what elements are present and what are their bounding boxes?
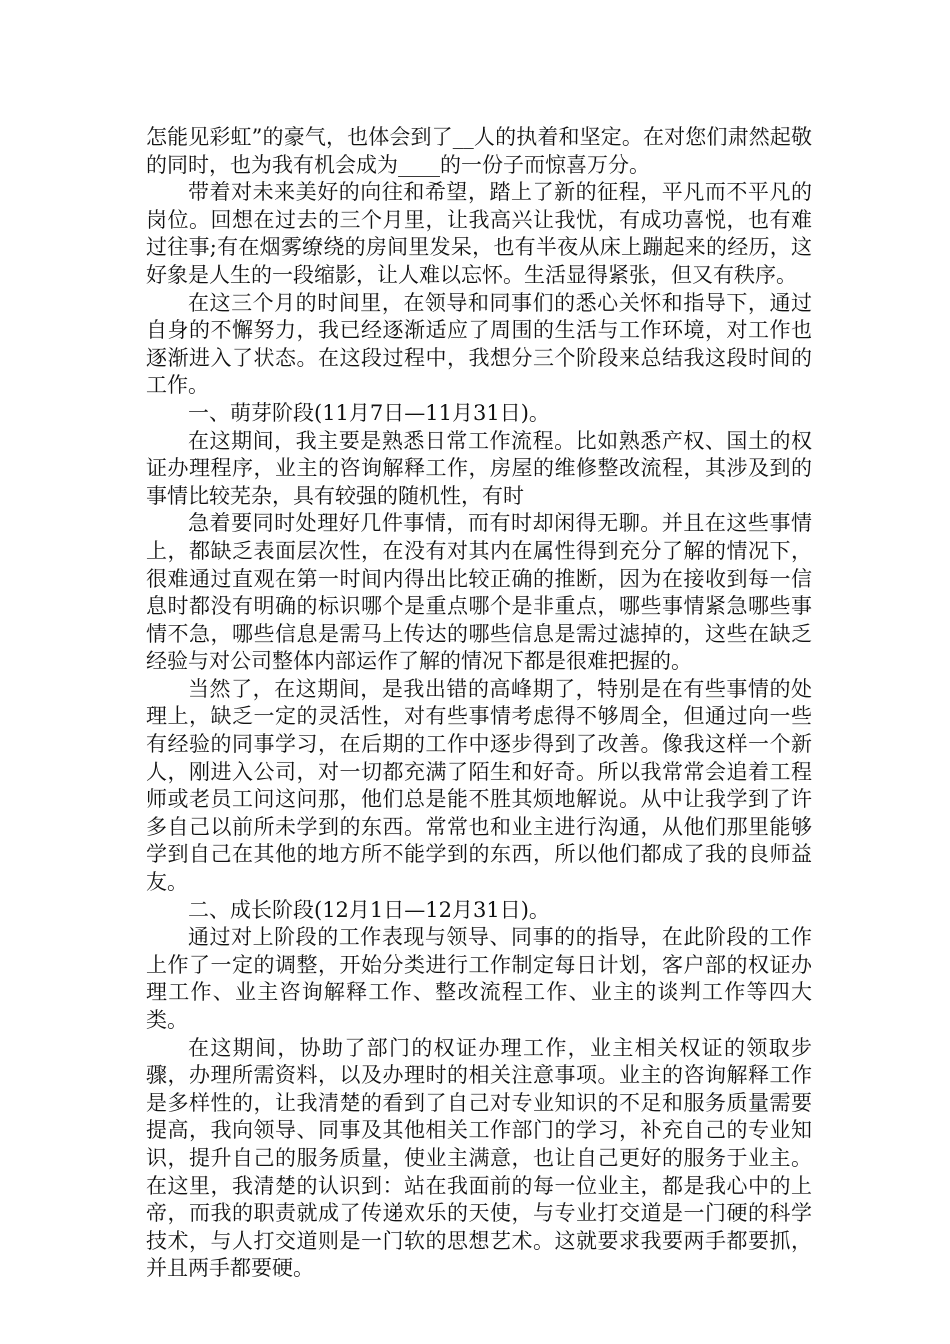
document-body: [146, 124, 812, 1283]
paragraph: 当然了，在这期间，是我出错的高峰期了，特别是在有些事情的处理上，缺乏一定的灵活性，对有些事情考虑得不够周全，但通过向一些有经验的同事学习，在后期的工作中逐步得到了改善。像我这样一个新人，刚进入公司，对一切都充满了陌生和好奇。所以我常常会追着工程师或老员工问这问那，他们总是能不胜其烦地解说。从中让我学到了许多自己以前所未学到的东西。常常也和业主进行沟通，从他们那里能够学到自己在其他的地方所不能学到的东西，所以他们都成了我的良师益友。: [146, 676, 812, 895]
paragraph: 在这三个月的时间里，在领导和同事们的悉心关怀和指导下，通过自身的不懈努力，我已经逐渐适应了周围的生活与工作环境，对工作也逐渐进入了状态。在这段过程中，我想分三个阶段来总结我这段时间的工作。: [146, 290, 812, 398]
paragraph: 在这期间，协助了部门的权证办理工作，业主相关权证的领取步骤，办理所需资料，以及办理时的相关注意事项。业主的咨询解释工作是多样性的，让我清楚的看到了自己对专业知识的不足和服务质量需要提高，我向领导、同事及其他相关工作部门的学习，补充自己的专业知识，提升自己的服务质量，使业主满意，也让自己更好的服务于业主。在这里，我清楚的认识到：站在我面前的每一位业主，都是我心中的上帝，而我的职责就成了传递欢乐的天使，与专业打交道是一门硬的科学技术，与人打交道则是一门软的思想艺术。这就要求我要两手都要抓，并且两手都要硬。: [146, 1035, 812, 1281]
paragraph: 带着对未来美好的向往和希望，踏上了新的征程，平凡而不平凡的岗位。回想在过去的三个月里，让我高兴让我忧，有成功喜悦，也有难过往事;有在烟雾缭绕的房间里发呆，也有半夜从床上蹦起来的经历，这好象是人生的一段缩影，让人难以忘怀。生活显得紧张，但又有秩序。: [146, 180, 812, 287]
paragraph: 在这期间，我主要是熟悉日常工作流程。比如熟悉产权、国土的权证办理程序，业主的咨询解释工作，房屋的维修整改流程，其涉及到的事情比较芜杂，具有较强的随机性，有时: [146, 428, 812, 508]
paragraph: 通过对上阶段的工作表现与领导、同事的的指导，在此阶段的工作上作了一定的调整，开始分类进行工作制定每日计划，客户部的权证办理工作、业主咨询解释工作、整改流程工作、业主的谈判工作等四大类。: [146, 925, 812, 1032]
paragraph: 急着要同时处理好几件事情，而有时却闲得无聊。并且在这些事情上，都缺乏表面层次性，在没有对其内在属性得到充分了解的情况下，很难通过直观在第一时间内得出比较正确的推断，因为在接收到每一信息时都没有明确的标识哪个是重点哪个是非重点，哪些事情紧急哪些事情不急，哪些信息是需马上传达的哪些信息是需过滤掉的，这些在缺乏经验与对公司整体内部运作了解的情况下都是很难把握的。: [146, 511, 812, 674]
section-heading: 一、萌芽阶段(11月7日—11月31日)。: [188, 400, 550, 425]
paragraph-continuation: 怎能见彩虹”的豪气，也体会到了__人的执着和坚定。在对您们肃然起敬的同时，也为我有机会成为____的一份子而惊喜万分。: [146, 125, 812, 177]
section-heading: 二、成长阶段(12月1日—12月31日)。: [188, 897, 550, 922]
